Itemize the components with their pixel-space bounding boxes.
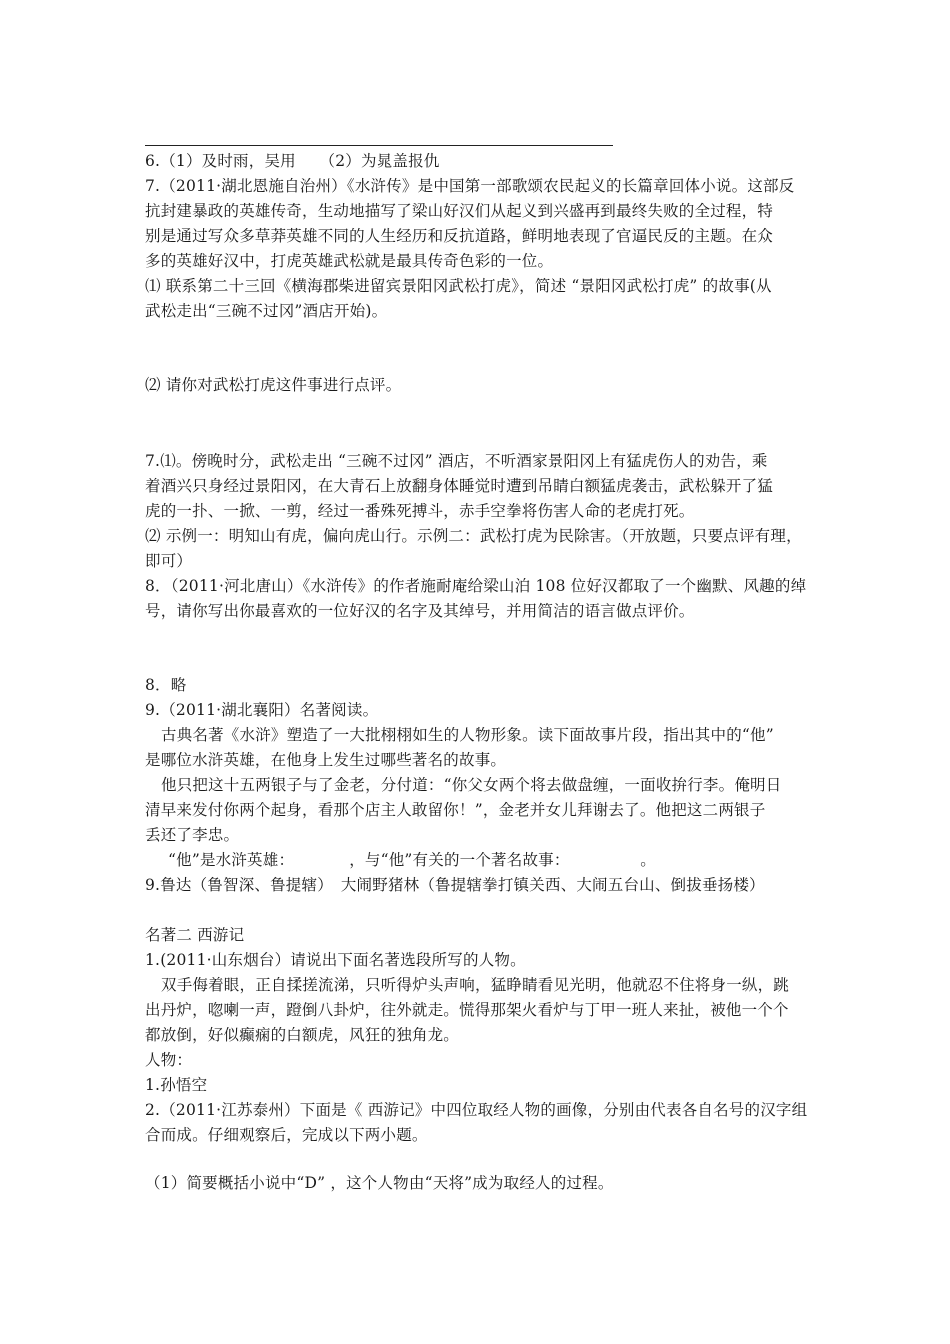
text-line: 古典名著《水浒》塑造了一大批栩栩如生的人物形象。读下面故事片段，指出其中的“他” xyxy=(161,726,774,744)
text-line: 他只把这十五两银子与了金老，分付道：“你父女两个将去做盘缠，一面收拚行李。俺明日 xyxy=(161,776,782,794)
question-2: 2.（2011·江苏泰州）下面是《 西游记》中四位取经人物的画像，分别由代表各自名号的汉字组 xyxy=(145,1101,808,1119)
question-8: 8．（2011·河北唐山）《水浒传》的作者施耐庵给梁山泊 108 位好汉都取了一个幽默、风趣的绰 xyxy=(145,577,807,595)
text-line: 丢还了李忠。 xyxy=(145,826,240,844)
answer-7-2: ⑵ 示例一：明知山有虎，偏向虎山行。示例二：武松打虎为民除害。（开放题，只要点评有理， xyxy=(145,527,802,545)
text-line: 双手侮着眼，正自揉搓流涕，只听得炉头声响，猛睁睛看见光明，他就忍不住将身一纵，跳 xyxy=(161,976,790,994)
text-line: 抗封建暴政的英雄传奇，生动地描写了梁山好汉们从起义到兴盛再到最终失败的全过程，特 xyxy=(145,202,774,220)
question-1: 1.(2011·山东烟台）请说出下面名著选段所写的人物。 xyxy=(145,951,526,969)
text-line: 虎的一扑、一掀、一剪，经过一番殊死搏斗，赤手空拳将伤害人命的老虎打死。 xyxy=(145,502,695,520)
question-7-2: ⑵ 请你对武松打虎这件事进行点评。 xyxy=(145,376,402,394)
text-line: 着酒兴只身经过景阳冈，在大青石上放翻身体睡觉时遭到吊睛白额猛虎袭击，武松躲开了猛 xyxy=(145,477,774,495)
text-line: 是哪位水浒英雄，在他身上发生过哪些著名的故事。 xyxy=(145,751,507,769)
text-line: 多的英雄好汉中，打虎英雄武松就是最具传奇色彩的一位。 xyxy=(145,252,554,270)
question-9: 9.（2011·湖北襄阳）名著阅读。 xyxy=(145,701,379,719)
section-heading: 名著二 西游记 xyxy=(145,926,245,944)
fill-in-line: “他”是水浒英雄： ，与“他”有关的一个著名故事： 。 xyxy=(168,851,656,869)
question-7-intro: 7.（2011·湖北恩施自治州）《水浒传》是中国第一部歌颂农民起义的长篇章回体小说。这部反 xyxy=(145,177,795,195)
answer-1: 1.孙悟空 xyxy=(145,1076,208,1094)
text-line: 别是通过写众多草莽英雄不同的人生经历和反抗道路，鲜明地表现了官逼民反的主题。在众 xyxy=(145,227,774,245)
text-line: 人物： xyxy=(145,1051,193,1069)
answer-underline xyxy=(145,145,613,146)
answer-8: 8．略 xyxy=(145,676,187,694)
question-2-1: （1）简要概括小说中“D” ，这个人物由“天将”成为取经人的过程。 xyxy=(145,1174,614,1192)
answer-9: 9.鲁达（鲁智深、鲁提辖） 大闹野猪林（鲁提辖拳打镇关西、大闹五台山、倒拔垂扬楼） xyxy=(145,876,765,894)
question-7-1: ⑴ 联系第二十三回《横海郡柴进留宾景阳冈武松打虎》，简述 “景阳冈武松打虎” 的故事(从 xyxy=(145,277,772,295)
text-line: 合而成。仔细观察后，完成以下两小题。 xyxy=(145,1126,428,1144)
text-line: 即可） xyxy=(145,552,193,570)
text-line: 号，请你写出你最喜欢的一位好汉的名字及其绰号，并用简洁的语言做点评价。 xyxy=(145,602,695,620)
text-line: 清早来发付你两个起身，看那个店主人敢留你！”，金老并女儿拜谢去了。他把这二两银子 xyxy=(145,801,766,819)
text-line: 武松走出“三碗不过冈”酒店开始)。 xyxy=(145,302,388,320)
text-line: 都放倒，好似癫痫的白额虎，风狂的独角龙。 xyxy=(145,1026,460,1044)
text-line: 出丹炉，唿喇一声，蹬倒八卦炉，往外就走。慌得那架火看炉与丁甲一班人来扯，被他一个个 xyxy=(145,1001,789,1019)
answer-6: 6.（1）及时雨，吴用 （2）为晁盖报仇 xyxy=(145,152,440,170)
answer-7-1: 7.⑴。傍晚时分，武松走出 “三碗不过冈” 酒店，不听酒家景阳冈上有猛虎伤人的劝告，乘 xyxy=(145,452,768,470)
